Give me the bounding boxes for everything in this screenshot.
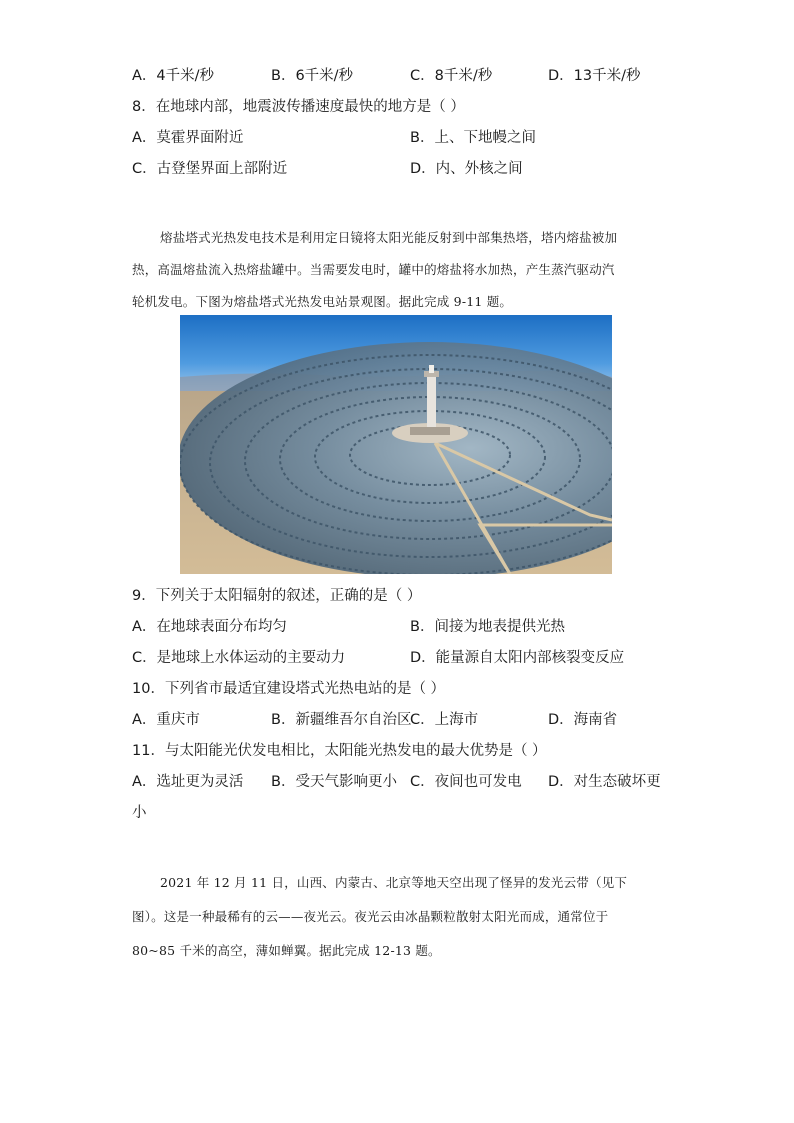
q9-stem: 9．下列关于太阳辐射的叙述，正确的是（ ）: [132, 588, 422, 604]
q10-option-d: D．海南省: [548, 712, 618, 728]
q9-option-a: A．在地球表面分布均匀: [132, 619, 287, 635]
q9-option-d: D．能量源自太阳内部核裂变反应: [410, 650, 625, 666]
q8-option-b: B．上、下地幔之间: [410, 130, 536, 146]
passage2-line-3: 80~85 千米的高空，薄如蝉翼。据此完成 12-13 题。: [132, 943, 441, 958]
q8-option-c: C．古登堡界面上部附近: [132, 161, 288, 177]
q8-option-a: A．莫霍界面附近: [132, 130, 244, 146]
q7-option-c: C．8千米/秒: [410, 68, 493, 84]
passage1-line-3: 轮机发电。下图为熔盐塔式光热发电站景观图。据此完成 9-11 题。: [132, 294, 513, 309]
q9-option-b: B．间接为地表提供光热: [410, 619, 565, 635]
q9-option-c: C．是地球上水体运动的主要动力: [132, 650, 346, 666]
q7-option-b: B．6千米/秒: [271, 68, 354, 84]
solar-tower-photo: [180, 315, 612, 574]
q8-option-d: D．内、外核之间: [410, 161, 523, 177]
passage1-line-2: 热，高温熔盐流入热熔盐罐中。当需要发电时，罐中的熔盐将水加热，产生蒸汽驱动汽: [132, 262, 615, 277]
q10-stem: 10．下列省市最适宜建设塔式光热电站的是（ ）: [132, 681, 446, 697]
q11-option-d: D．对生态破坏更: [548, 774, 661, 790]
q7-option-a: A．4千米/秒: [132, 68, 215, 84]
q11-stem: 11．与太阳能光伏发电相比，太阳能光热发电的最大优势是（ ）: [132, 743, 547, 759]
q10-option-b: B．新疆维吾尔自治区: [271, 712, 412, 728]
passage2-line-1: 2021 年 12 月 11 日，山西、内蒙古、北京等地天空出现了怪异的发光云带（见下: [160, 875, 628, 890]
q8-stem: 8．在地球内部，地震波传播速度最快的地方是（ ）: [132, 99, 465, 115]
q7-option-d: D．13千米/秒: [548, 68, 641, 84]
q10-option-a: A．重庆市: [132, 712, 200, 728]
passage2-line-2: 图）。这是一种最稀有的云——夜光云。夜光云由冰晶颗粒散射太阳光而成，通常位于: [132, 909, 609, 924]
q11-option-b: B．受天气影响更小: [271, 774, 397, 790]
q11-option-d-wrap: 小: [132, 805, 147, 821]
q11-option-a: A．选址更为灵活: [132, 774, 244, 790]
passage-solar-thermal: [132, 222, 662, 318]
passage-noctilucent-cloud: [132, 866, 662, 968]
passage1-line-1: 熔盐塔式光热发电技术是利用定日镜将太阳光能反射到中部集热塔，塔内熔盐被加: [160, 230, 618, 245]
q11-option-c: C．夜间也可发电: [410, 774, 522, 790]
q10-option-c: C．上海市: [410, 712, 479, 728]
